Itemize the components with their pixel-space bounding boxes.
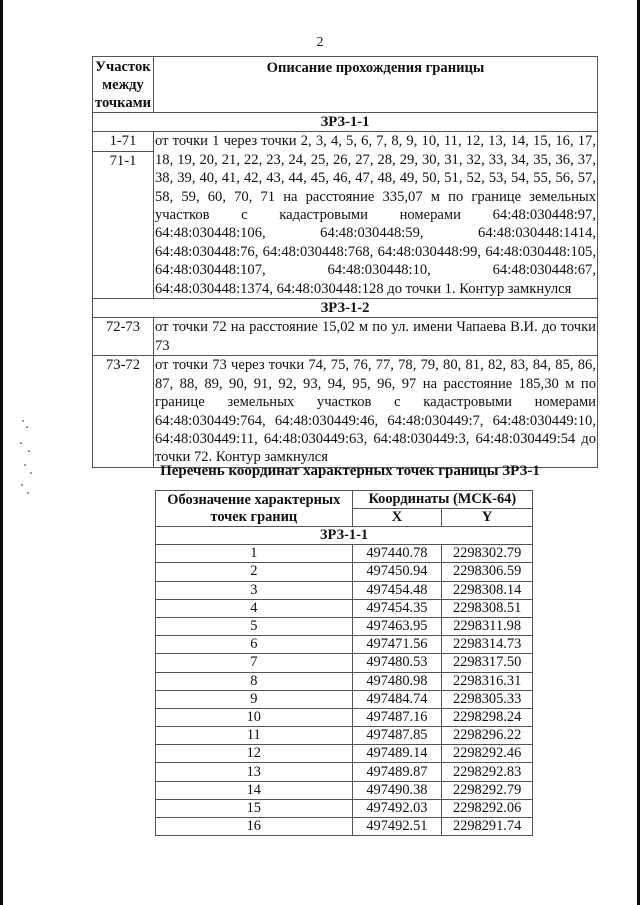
- table-row: [156, 599, 533, 617]
- table-row: [93, 318, 598, 356]
- y-cell: 2298292.79: [442, 781, 533, 799]
- scan-edge-left: [0, 0, 3, 905]
- point-cell: 2: [156, 563, 353, 581]
- point-cell: 16: [156, 818, 353, 836]
- description-cell: от точки 1 через точки 2, 3, 4, 5, 6, 7, 8, 9, 10, 11, 12, 13, 14, 15, 16, 17, 18, 19, 20, 21, 22, 23, 24, 25, 26, 27, 28, 29, 30, 31, 32, 33, 34, 35, 36, 37, 38, 39, 40, 41, 42, 43, 44, 45, 46, 47, 48, 49, 50, 51, 52, 53, 54, 55, 56, 57, 58, 59, 60, 70, 71 на расстояние 335,07 м по границе земельных участков с кадастровыми номерами 64:48:030448:97, 64:48:030448:106, 64:48:030448:59, 64:48:030448:1414, 64:48:030448:76, 64:48:030448:768, 64:48:030448:99, 64:48:030448:105, 64:48:030448:107, 64:48:030448:10, 64:48:030448:67, 64:48:030448:1374, 64:48:030448:128 до точки 1. Контур замкнулся: [155, 133, 596, 297]
- section-title: ЗРЗ-1-1: [93, 113, 598, 132]
- coordinates-table: [155, 490, 533, 836]
- point-cell: 3: [156, 581, 353, 599]
- y-cell: 2298314.73: [442, 636, 533, 654]
- y-cell: 2298316.31: [442, 672, 533, 690]
- y-cell: 2298291.74: [442, 818, 533, 836]
- x-cell: 497480.98: [352, 672, 442, 690]
- table-row: [93, 132, 598, 299]
- x-cell: 497454.48: [352, 581, 442, 599]
- table-row: [156, 581, 533, 599]
- x-cell: 497489.87: [352, 763, 442, 781]
- table-row: [156, 818, 533, 836]
- x-cell: 497492.03: [352, 799, 442, 817]
- table-header-row: [93, 57, 598, 113]
- y-cell: 2298292.06: [442, 799, 533, 817]
- point-cell: 5: [156, 617, 353, 635]
- point-cell: 1: [156, 545, 353, 563]
- point-cell: 12: [156, 745, 353, 763]
- x-header: X: [352, 509, 442, 527]
- point-cell: 13: [156, 763, 353, 781]
- point-cell: 10: [156, 708, 353, 726]
- section-title: ЗРЗ-1-2: [93, 299, 598, 318]
- coords-group-header: Координаты (МСК-64): [352, 491, 532, 509]
- table-row: [156, 654, 533, 672]
- point-cell: 4: [156, 599, 353, 617]
- segment-cell: [93, 132, 154, 299]
- x-cell: 497463.95: [352, 617, 442, 635]
- table-row: [156, 745, 533, 763]
- table-row: [156, 799, 533, 817]
- table-row: [156, 672, 533, 690]
- y-cell: 2298292.83: [442, 763, 533, 781]
- x-cell: 497484.74: [352, 690, 442, 708]
- x-cell: 497440.78: [352, 545, 442, 563]
- y-cell: 2298308.14: [442, 581, 533, 599]
- table-row: [156, 781, 533, 799]
- section-row: [93, 299, 598, 318]
- y-cell: 2298306.59: [442, 563, 533, 581]
- x-cell: 497490.38: [352, 781, 442, 799]
- y-cell: 2298308.51: [442, 599, 533, 617]
- y-cell: 2298302.79: [442, 545, 533, 563]
- point-cell: 7: [156, 654, 353, 672]
- segment-label: 1-71: [109, 133, 137, 150]
- x-cell: 497492.51: [352, 818, 442, 836]
- table-row: [156, 563, 533, 581]
- segment-cell: 73-72: [93, 356, 154, 467]
- y-cell: 2298298.24: [442, 708, 533, 726]
- x-cell: 497487.85: [352, 727, 442, 745]
- x-cell: 497471.56: [352, 636, 442, 654]
- x-cell: 497480.53: [352, 654, 442, 672]
- point-cell: 15: [156, 799, 353, 817]
- table-row: [156, 763, 533, 781]
- x-cell: 497487.16: [352, 708, 442, 726]
- y-cell: 2298296.22: [442, 727, 533, 745]
- description-cell: от точки 73 через точки 74, 75, 76, 77, 78, 79, 80, 81, 82, 83, 84, 85, 86, 87, 88, 89, 90, 91, 92, 93, 94, 95, 96, 97 на расстояние 185,30 м по границе земельных участков с кадастровыми номерами 64:48:030449:764, 64:48:030449:46, 64:48:030449:7, 64:48:030449:10, 64:48:030449:11, 64:48:030449:63, 64:48:030449:3, 64:48:030449:54 до точки 72. Контур замкнулся: [155, 357, 596, 466]
- y-cell: 2298311.98: [442, 617, 533, 635]
- point-cell: 6: [156, 636, 353, 654]
- x-cell: 497450.94: [352, 563, 442, 581]
- coordinates-title: Перечень координат характерных точек границы ЗРЗ-1: [160, 463, 540, 479]
- point-cell: 11: [156, 727, 353, 745]
- scan-noise: [18, 420, 38, 500]
- y-cell: 2298292.46: [442, 745, 533, 763]
- x-cell: 497454.35: [352, 599, 442, 617]
- y-header: Y: [442, 509, 533, 527]
- point-cell: 9: [156, 690, 353, 708]
- segment-header: Участок между точками: [93, 57, 154, 113]
- table-row: [156, 708, 533, 726]
- table-header-row: [156, 491, 533, 509]
- boundary-description-table: [92, 56, 598, 468]
- description-header: Описание прохождения границы: [154, 57, 598, 113]
- table-row: [93, 356, 598, 467]
- table-row: [156, 636, 533, 654]
- table-row: [156, 727, 533, 745]
- segment-label: 71-1: [93, 151, 153, 170]
- point-cell: 8: [156, 672, 353, 690]
- table-row: [156, 690, 533, 708]
- section-row: [93, 113, 598, 132]
- y-cell: 2298305.33: [442, 690, 533, 708]
- segment-cell: 72-73: [93, 318, 154, 356]
- y-cell: 2298317.50: [442, 654, 533, 672]
- table-row: [156, 545, 533, 563]
- x-cell: 497489.14: [352, 745, 442, 763]
- section-row: [156, 527, 533, 545]
- table-row: [156, 617, 533, 635]
- description-cell: от точки 72 на расстояние 15,02 м по ул. имени Чапаева В.И. до точки 73: [155, 319, 596, 354]
- point-cell: 14: [156, 781, 353, 799]
- point-label-header: Обозначение характерных точек границ: [156, 491, 353, 527]
- section-title: ЗРЗ-1-1: [156, 527, 533, 545]
- page-number: 2: [316, 35, 324, 50]
